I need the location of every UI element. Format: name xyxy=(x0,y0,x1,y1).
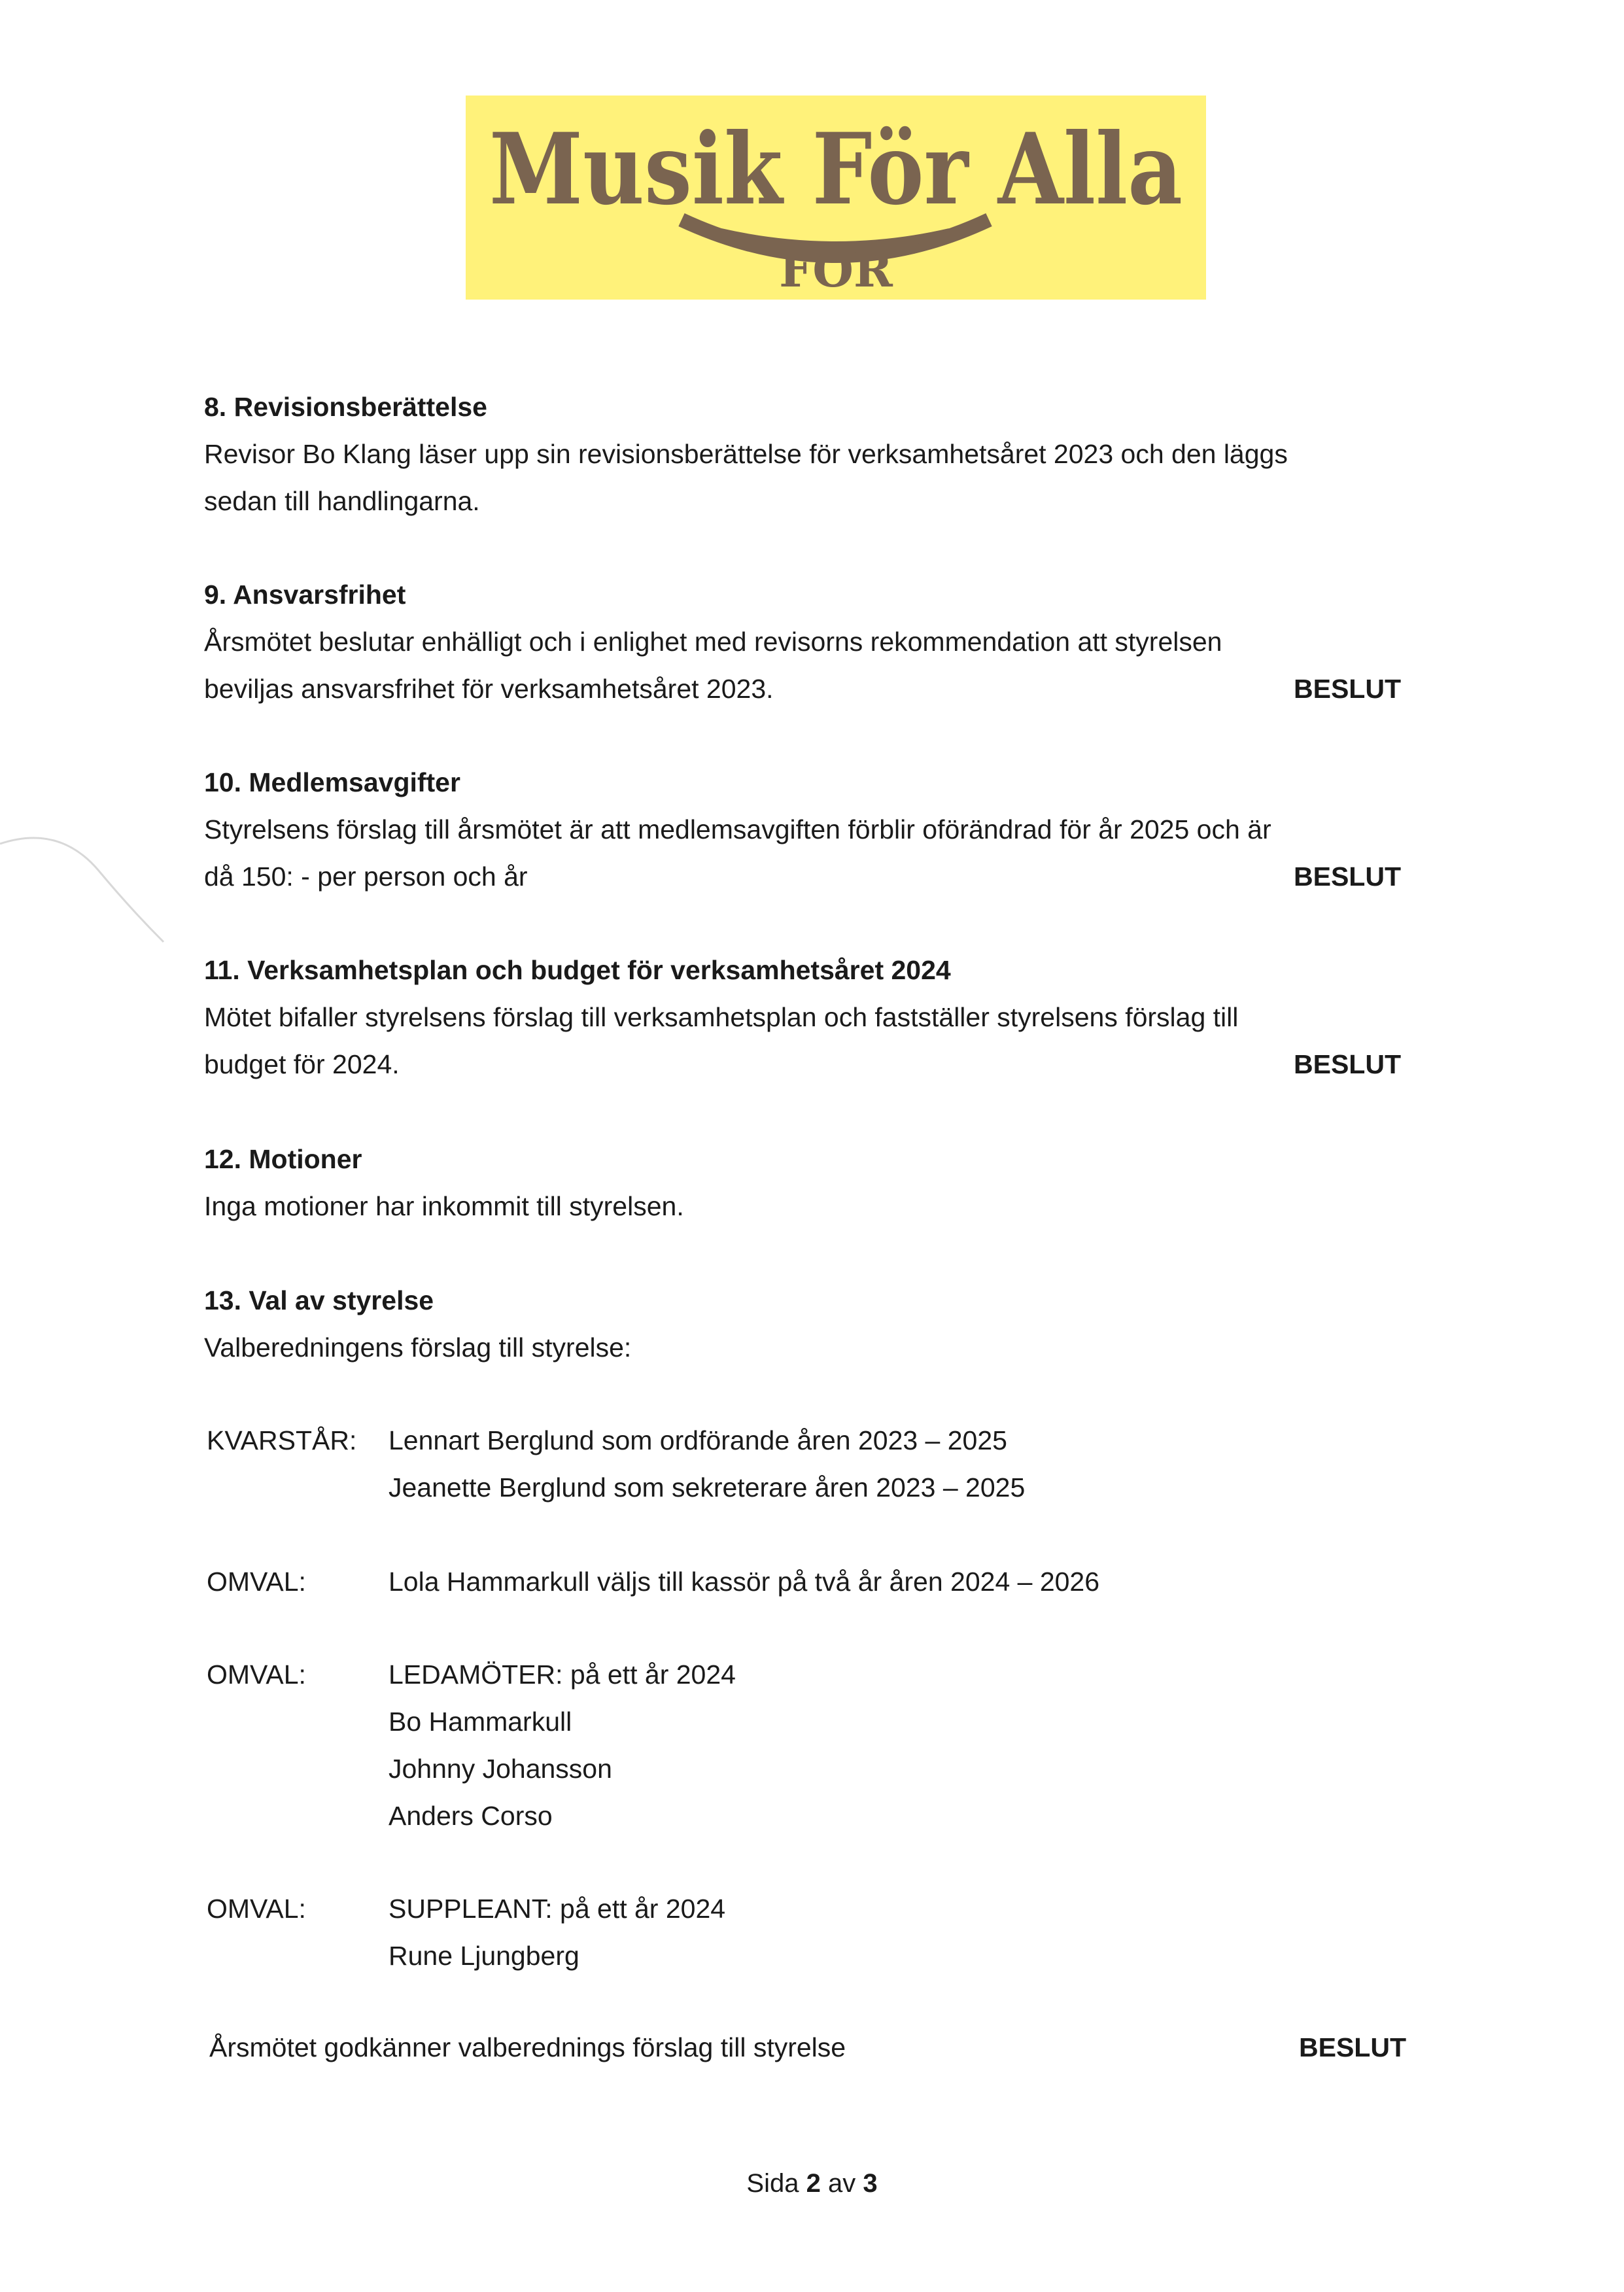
page-number-separator: av xyxy=(827,2169,856,2198)
section-text-line: sedan till handlingarna. xyxy=(204,486,480,516)
section-text-line: Styrelsens förslag till årsmötet är att medlemsavgiften förblir oförändrad för år 2025 och är xyxy=(204,814,1271,844)
section-text-line: Årsmötet beslutar enhälligt och i enlighet med revisorns rekommendation att styrelsen xyxy=(204,627,1222,657)
board-row-line: Jeanette Berglund som sekreterare åren 2023 – 2025 xyxy=(389,1472,1026,1502)
section-ansvarsfrihet xyxy=(204,571,1447,712)
board-row-line: SUPPLEANT: på ett år 2024 xyxy=(389,1894,726,1924)
decision-label: BESLUT xyxy=(1294,861,1401,892)
page-footer xyxy=(0,2169,1624,2198)
section-heading: 10. Medlemsavgifter xyxy=(204,767,460,797)
section-revisionsberattelse xyxy=(204,383,1447,525)
section-motioner xyxy=(204,1136,1447,1230)
page-number-prefix: Sida xyxy=(746,2169,799,2198)
current-page-number: 2 xyxy=(806,2169,821,2198)
board-row-line: Bo Hammarkull xyxy=(389,1707,572,1737)
decision-label: BESLUT xyxy=(1294,1049,1401,1079)
board-row-label: KVARSTÅR: xyxy=(207,1425,357,1455)
final-approval xyxy=(209,2024,1406,2071)
logo-subtitle: FÖR xyxy=(779,242,893,298)
section-text-line: då 150: - per person och år xyxy=(204,861,528,892)
total-page-count: 3 xyxy=(863,2169,878,2198)
section-heading: 8. Revisionsberättelse xyxy=(204,392,487,422)
board-row-line: Rune Ljungberg xyxy=(389,1941,579,1971)
section-text-line: beviljas ansvarsfrihet för verksamhetsåret 2023. xyxy=(204,674,774,704)
section-medlemsavgifter xyxy=(204,759,1447,900)
section-heading: 9. Ansvarsfrihet xyxy=(204,580,406,610)
section-val-av-styrelse xyxy=(204,1277,1447,1371)
section-heading: 11. Verksamhetsplan och budget för verksamhetsåret 2024 xyxy=(204,955,951,985)
board-row-label: OMVAL: xyxy=(207,1659,306,1690)
board-row-line: Lennart Berglund som ordförande åren 2023 – 2025 xyxy=(389,1425,1007,1455)
final-approval-text: Årsmötet godkänner valberednings förslag till styrelse xyxy=(209,2032,846,2062)
board-row-line: Anders Corso xyxy=(389,1801,553,1831)
section-text-line: Mötet bifaller styrelsens förslag till verksamhetsplan och fastställer styrelsens förslag till xyxy=(204,1002,1239,1032)
section-text-line: Valberedningens förslag till styrelse: xyxy=(204,1332,632,1363)
decision-label: BESLUT xyxy=(1299,2032,1406,2062)
board-row-line: Johnny Johansson xyxy=(389,1754,612,1784)
section-verksamhetsplan xyxy=(204,946,1447,1088)
board-row-label: OMVAL: xyxy=(207,1894,306,1924)
section-heading: 12. Motioner xyxy=(204,1144,362,1174)
logo-banner xyxy=(466,95,1206,300)
section-text-line: Revisor Bo Klang läser upp sin revisionsberättelse för verksamhetsåret 2023 och den läggs xyxy=(204,439,1288,469)
section-text-line: budget för 2024. xyxy=(204,1049,400,1079)
section-heading: 13. Val av styrelse xyxy=(204,1285,434,1315)
section-text-line: Inga motioner har inkommit till styrelsen. xyxy=(204,1191,684,1221)
decision-label: BESLUT xyxy=(1294,674,1401,704)
scan-artifact-line xyxy=(0,831,170,948)
logo-graphic xyxy=(466,95,1206,300)
board-row-line: Lola Hammarkull väljs till kassör på två år åren 2024 – 2026 xyxy=(389,1567,1100,1597)
board-row-line: LEDAMÖTER: på ett år 2024 xyxy=(389,1659,736,1690)
logo-title: Musik För Alla xyxy=(489,112,1183,227)
board-row-label: OMVAL: xyxy=(207,1567,306,1597)
